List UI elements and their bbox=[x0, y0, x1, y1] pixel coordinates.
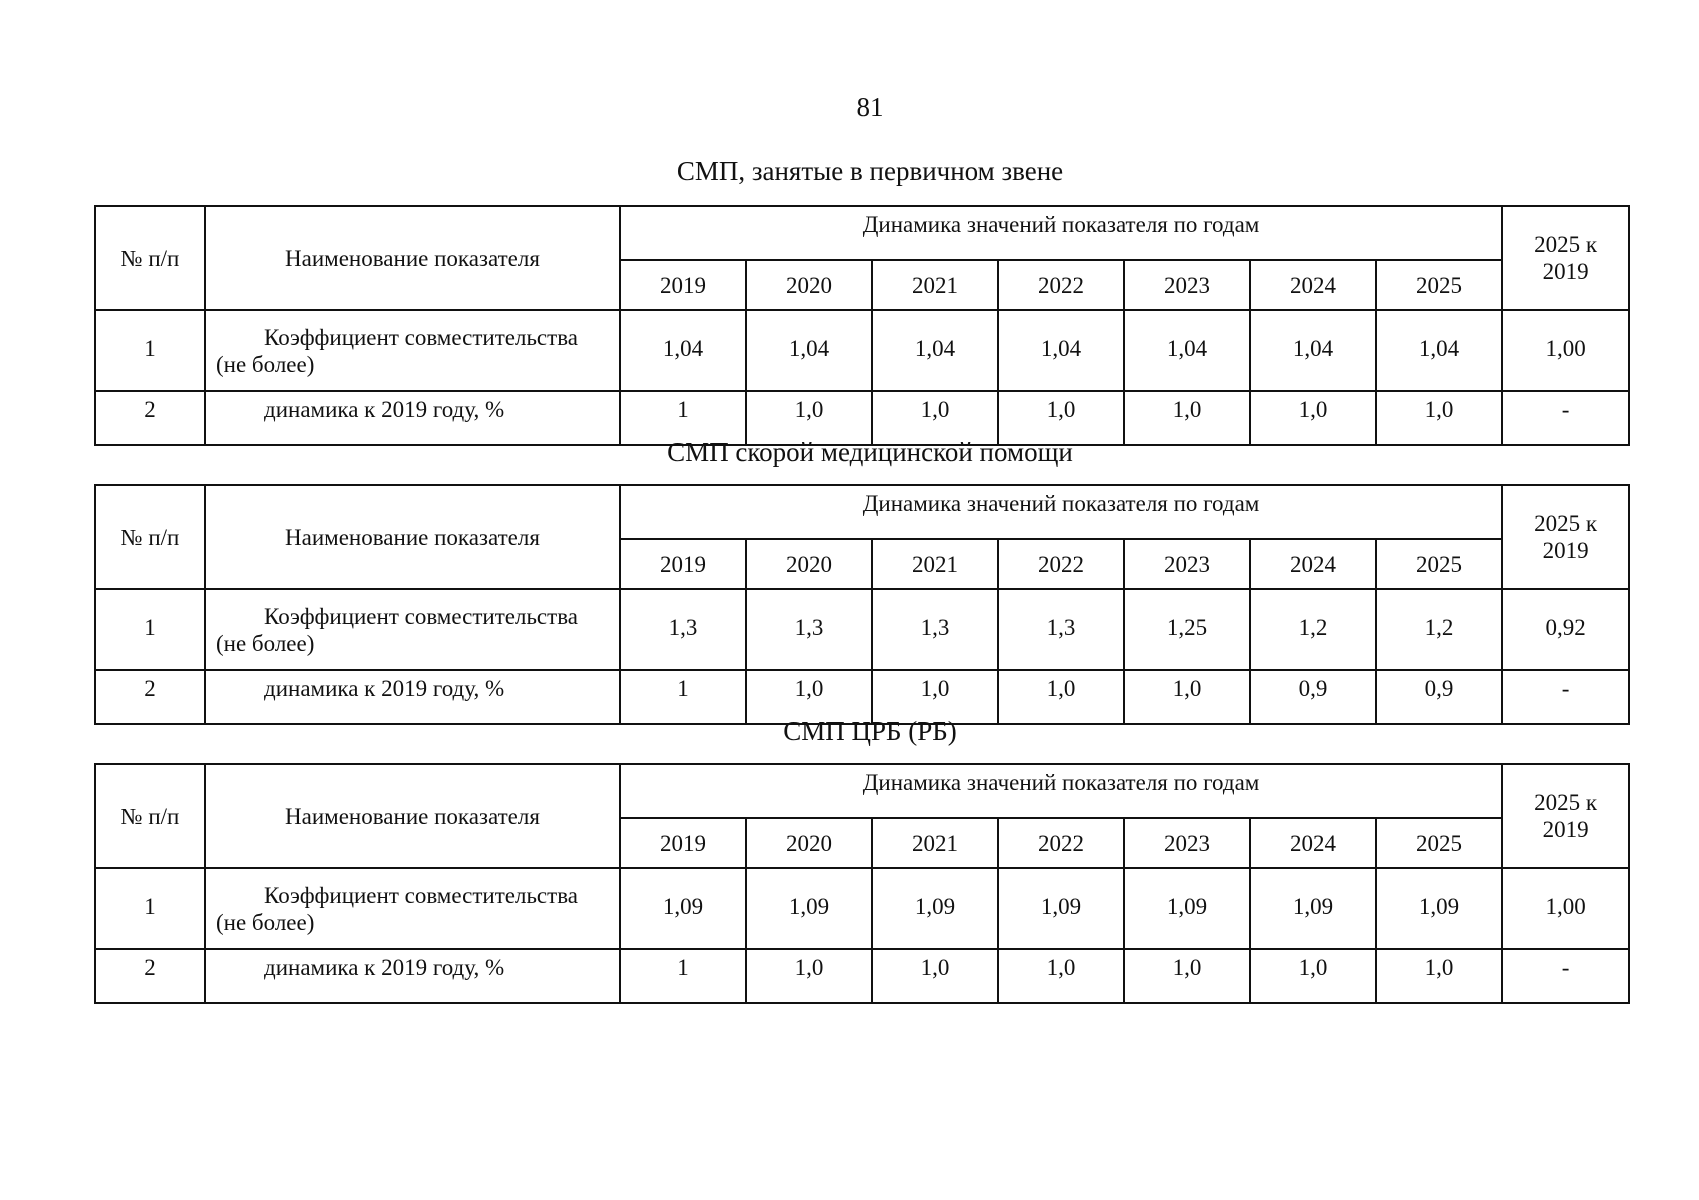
value-cell: 1,0 bbox=[746, 391, 872, 445]
header-num: № п/п bbox=[95, 764, 205, 868]
row-name: динамика к 2019 году, % bbox=[205, 949, 620, 1003]
value-cell: 1,09 bbox=[1124, 868, 1250, 949]
section-title-primary-care: СМП, занятые в первичном звене bbox=[676, 156, 1064, 186]
value-cell: 0,9 bbox=[1250, 670, 1376, 724]
header-year: 2021 bbox=[872, 539, 998, 589]
header-name: Наименование показателя bbox=[205, 206, 620, 310]
value-cell: 1,0 bbox=[872, 391, 998, 445]
value-cell: 1,0 bbox=[1376, 391, 1502, 445]
value-cell: 1,04 bbox=[1124, 310, 1250, 391]
value-cell: 1,04 bbox=[620, 310, 746, 391]
row-name-line1: Коэффициент совместительства bbox=[264, 882, 578, 908]
header-ratio bbox=[1502, 764, 1629, 868]
row-name bbox=[205, 589, 620, 670]
header-year: 2020 bbox=[746, 539, 872, 589]
table-row bbox=[95, 310, 1629, 391]
value-cell: 1,04 bbox=[1376, 310, 1502, 391]
row-name-line1: Коэффициент совместительства bbox=[264, 324, 578, 350]
value-cell: 1,0 bbox=[746, 670, 872, 724]
value-cell: 1,0 bbox=[872, 949, 998, 1003]
header-year: 2025 bbox=[1376, 539, 1502, 589]
value-cell: 1,3 bbox=[620, 589, 746, 670]
header-year: 2024 bbox=[1250, 260, 1376, 310]
header-year: 2019 bbox=[620, 260, 746, 310]
header-year: 2020 bbox=[746, 818, 872, 868]
header-year: 2019 bbox=[620, 818, 746, 868]
value-cell: 1,04 bbox=[1250, 310, 1376, 391]
value-cell: 1,0 bbox=[1124, 391, 1250, 445]
row-name-line2: (не более) bbox=[216, 630, 315, 656]
header-ratio-line1: 2025 к bbox=[1534, 232, 1598, 257]
value-cell: 1,0 bbox=[1376, 949, 1502, 1003]
header-dynamics: Динамика значений показателя по годам bbox=[620, 764, 1502, 818]
section-title-district-hospital: СМП ЦРБ (РБ) bbox=[783, 716, 957, 746]
row-name-line1: Коэффициент совместительства bbox=[264, 603, 578, 629]
table-row bbox=[95, 589, 1629, 670]
header-name: Наименование показателя bbox=[205, 764, 620, 868]
value-cell: 1,09 bbox=[998, 868, 1124, 949]
header-year: 2023 bbox=[1124, 260, 1250, 310]
header-ratio-line1: 2025 к bbox=[1534, 790, 1598, 815]
value-cell: 1,0 bbox=[1250, 949, 1376, 1003]
header-year: 2023 bbox=[1124, 539, 1250, 589]
value-cell: 1,0 bbox=[1124, 670, 1250, 724]
row-name: динамика к 2019 году, % bbox=[205, 391, 620, 445]
ratio-cell: 0,92 bbox=[1502, 589, 1629, 670]
row-num: 1 bbox=[95, 310, 205, 391]
header-year: 2025 bbox=[1376, 260, 1502, 310]
table-row bbox=[95, 868, 1629, 949]
value-cell: 1,3 bbox=[998, 589, 1124, 670]
value-cell: 1,04 bbox=[872, 310, 998, 391]
row-name bbox=[205, 310, 620, 391]
header-year: 2021 bbox=[872, 818, 998, 868]
value-cell: 1,09 bbox=[746, 868, 872, 949]
header-num: № п/п bbox=[95, 206, 205, 310]
header-year: 2023 bbox=[1124, 818, 1250, 868]
section-title-ambulance: СМП скорой медицинской помощи bbox=[667, 437, 1073, 467]
header-year: 2021 bbox=[872, 260, 998, 310]
header-name: Наименование показателя bbox=[205, 485, 620, 589]
row-num: 1 bbox=[95, 868, 205, 949]
ratio-cell: 1,00 bbox=[1502, 310, 1629, 391]
row-num: 2 bbox=[95, 670, 205, 724]
row-num: 2 bbox=[95, 391, 205, 445]
table-row bbox=[95, 949, 1629, 1003]
row-name: динамика к 2019 году, % bbox=[205, 670, 620, 724]
row-num: 1 bbox=[95, 589, 205, 670]
indicator-table-primary-care bbox=[94, 205, 1630, 446]
value-cell: 1,09 bbox=[1376, 868, 1502, 949]
value-cell: 1 bbox=[620, 949, 746, 1003]
page-number: 81 bbox=[856, 92, 884, 122]
row-name-line2: (не более) bbox=[216, 909, 315, 935]
value-cell: 1,0 bbox=[998, 670, 1124, 724]
ratio-cell: - bbox=[1502, 391, 1629, 445]
value-cell: 1 bbox=[620, 670, 746, 724]
value-cell: 1,0 bbox=[872, 670, 998, 724]
header-year: 2024 bbox=[1250, 539, 1376, 589]
value-cell: 1,3 bbox=[746, 589, 872, 670]
value-cell: 1,2 bbox=[1376, 589, 1502, 670]
indicator-table-ambulance bbox=[94, 484, 1630, 725]
value-cell: 1,0 bbox=[998, 949, 1124, 1003]
ratio-cell: - bbox=[1502, 949, 1629, 1003]
header-dynamics: Динамика значений показателя по годам bbox=[620, 485, 1502, 539]
value-cell: 1,04 bbox=[998, 310, 1124, 391]
header-year: 2024 bbox=[1250, 818, 1376, 868]
value-cell: 1,0 bbox=[1250, 391, 1376, 445]
header-year: 2025 bbox=[1376, 818, 1502, 868]
header-ratio-line2: 2019 bbox=[1542, 817, 1589, 842]
header-num: № п/п bbox=[95, 485, 205, 589]
header-year: 2022 bbox=[998, 539, 1124, 589]
header-year: 2019 bbox=[620, 539, 746, 589]
value-cell: 1,09 bbox=[620, 868, 746, 949]
value-cell: 1,0 bbox=[998, 391, 1124, 445]
header-ratio-line2: 2019 bbox=[1542, 259, 1589, 284]
indicator-table-district-hospital bbox=[94, 763, 1630, 1004]
value-cell: 0,9 bbox=[1376, 670, 1502, 724]
value-cell: 1,0 bbox=[1124, 949, 1250, 1003]
header-ratio bbox=[1502, 206, 1629, 310]
value-cell: 1,09 bbox=[1250, 868, 1376, 949]
header-year: 2020 bbox=[746, 260, 872, 310]
header-year: 2022 bbox=[998, 818, 1124, 868]
header-ratio-line2: 2019 bbox=[1542, 538, 1589, 563]
header-ratio bbox=[1502, 485, 1629, 589]
row-name bbox=[205, 868, 620, 949]
value-cell: 1,3 bbox=[872, 589, 998, 670]
value-cell: 1,25 bbox=[1124, 589, 1250, 670]
ratio-cell: 1,00 bbox=[1502, 868, 1629, 949]
ratio-cell: - bbox=[1502, 670, 1629, 724]
value-cell: 1,0 bbox=[746, 949, 872, 1003]
header-ratio-line1: 2025 к bbox=[1534, 511, 1598, 536]
header-dynamics: Динамика значений показателя по годам bbox=[620, 206, 1502, 260]
value-cell: 1,2 bbox=[1250, 589, 1376, 670]
header-year: 2022 bbox=[998, 260, 1124, 310]
value-cell: 1 bbox=[620, 391, 746, 445]
value-cell: 1,09 bbox=[872, 868, 998, 949]
value-cell: 1,04 bbox=[746, 310, 872, 391]
row-name-line2: (не более) bbox=[216, 351, 315, 377]
row-num: 2 bbox=[95, 949, 205, 1003]
